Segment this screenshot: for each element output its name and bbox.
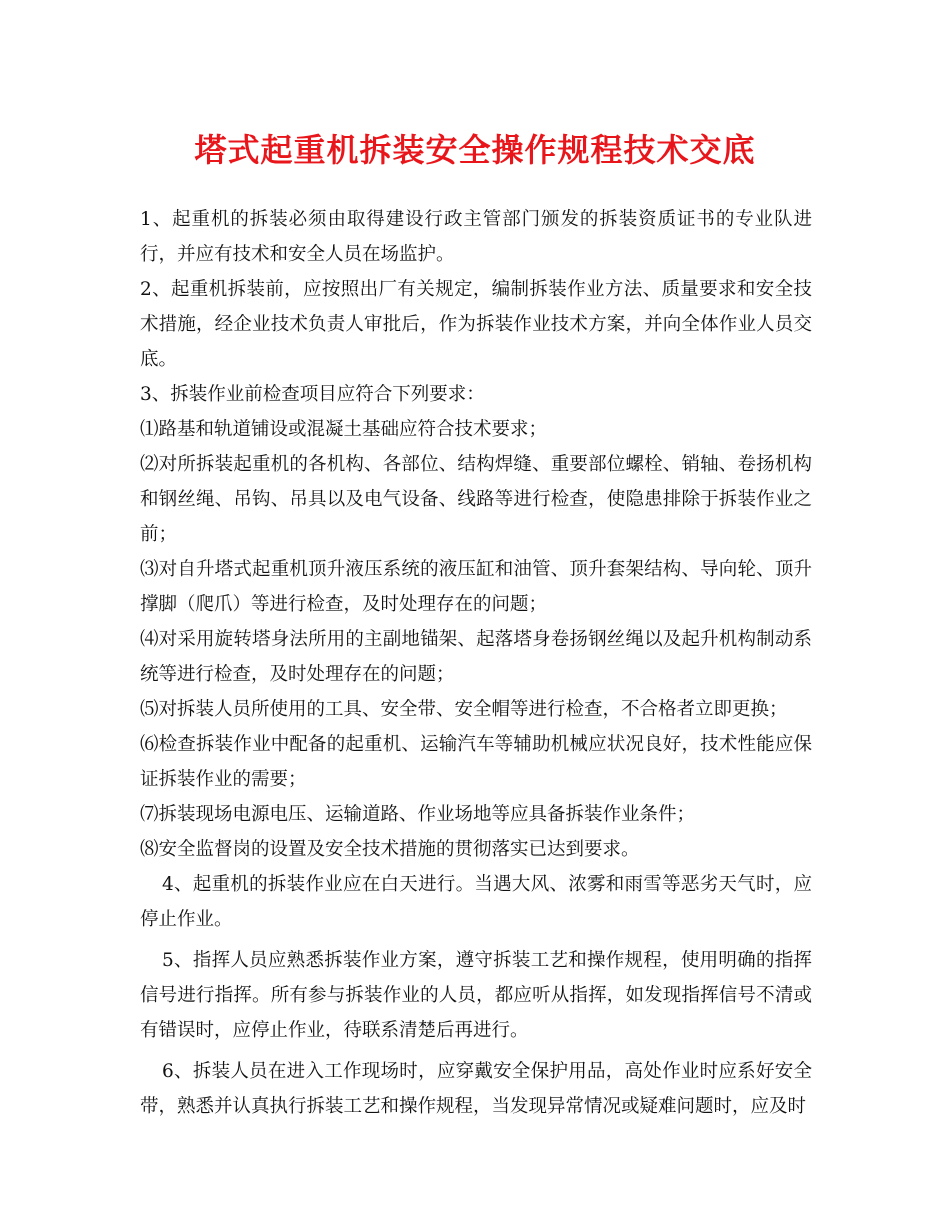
sub-item-1: ⑴路基和轨道铺设或混凝土基础应符合技术要求；	[140, 419, 548, 440]
paragraph-4: 4、起重机的拆装作业应在白天进行。当遇大风、浓雾和雨雪等恶劣天气时，应停止作业。	[140, 874, 812, 930]
document-body	[140, 202, 812, 1124]
sub-item-8: ⑻安全监督岗的设置及安全技术措施的贯彻落实已达到要求。	[140, 839, 640, 860]
paragraph-3: 3、拆装作业前检查项目应符合下列要求：	[140, 384, 485, 405]
sub-item-7: ⑺拆装现场电源电压、运输道路、作业场地等应具备拆装作业条件；	[140, 804, 696, 825]
sub-item-6: ⑹检查拆装作业中配备的起重机、运输汽车等辅助机械应状况良好，技术性能应保证拆装作业的需要；	[140, 734, 812, 790]
paragraph-5: 5、指挥人员应熟悉拆装作业方案，遵守拆装工艺和操作规程，使用明确的指挥信号进行指挥。所有参与拆装作业的人员，都应听从指挥，如发现指挥信号不清或有错误时，应停止作业，待联系清楚后再进行。	[140, 950, 812, 1041]
paragraph-1: 1、起重机的拆装必须由取得建设行政主管部门颁发的拆装资质证书的专业队进行，并应有技术和安全人员在场监护。	[140, 209, 812, 265]
sub-item-2: ⑵对所拆装起重机的各机构、各部位、结构焊缝、重要部位螺栓、销轴、卷扬机构和钢丝绳、吊钩、吊具以及电气设备、线路等进行检查，使隐患排除于拆装作业之前；	[140, 454, 812, 545]
sub-item-4: ⑷对采用旋转塔身法所用的主副地锚架、起落塔身卷扬钢丝绳以及起升机构制动系统等进行检查，及时处理存在的问题；	[140, 629, 812, 685]
paragraph-2: 2、起重机拆装前，应按照出厂有关规定，编制拆装作业方法、质量要求和安全技术措施，经企业技术负责人审批后，作为拆装作业技术方案，并向全体作业人员交底。	[140, 279, 812, 370]
sub-item-5: ⑸对拆装人员所使用的工具、安全带、安全帽等进行检查，不合格者立即更换；	[140, 699, 788, 720]
sub-item-3: ⑶对自升塔式起重机顶升液压系统的液压缸和油管、顶升套架结构、导向轮、顶升撑脚（爬爪）等进行检查，及时处理存在的问题；	[140, 559, 812, 615]
document-title: 塔式起重机拆装安全操作规程技术交底	[194, 131, 756, 169]
paragraph-6: 6、拆装人员在进入工作现场时，应穿戴安全保护用品，高处作业时应系好安全带，熟悉并认真执行拆装工艺和操作规程，当发现异常情况或疑难问题时，应及时	[140, 1061, 812, 1117]
